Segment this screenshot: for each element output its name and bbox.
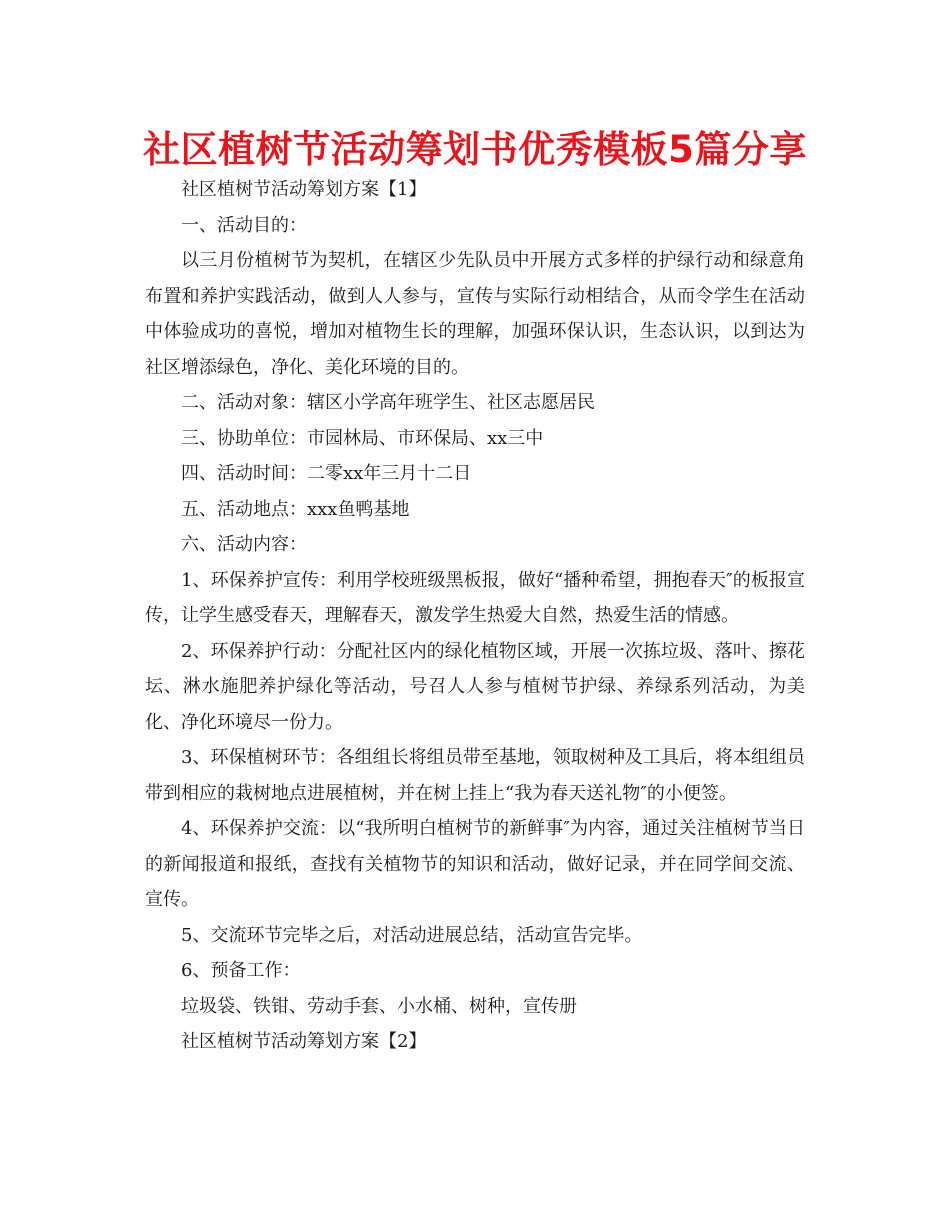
content-item-2: 2、环保养护行动：分配社区内的绿化植物区域，开展一次拣垃圾、落叶、擦花坛、淋水施肥养护绿化等活动，号召人人参与植树节护绿、养绿系列活动，为美化、净化环境尽一份力。 <box>145 640 805 733</box>
heading-preparation: 6、预备工作： <box>181 960 301 981</box>
item-location: 五、活动地点：xxx鱼鸭基地 <box>181 498 410 520</box>
document-body <box>145 172 805 1060</box>
paragraph-purpose: 以三月份植树节为契机，在辖区少先队员中开展方式多样的护绿行动和绿意角布置和养护实践活动，做到人人参与，宣传与实际行动相结合，从而令学生在活动中体验成功的喜悦，增加对植物生长的理解，加强环保认识，生态认识，以到达为社区增添绿色，净化、美化环境的目的。 <box>145 250 805 378</box>
content-item-4: 4、环保养护交流：以“我所明白植树节的新鲜事″为内容，通过关注植树节当日的新闻报道和报纸，查找有关植物节的知识和活动，做好记录，并在同学间交流、宣传。 <box>145 818 805 910</box>
content-item-3: 3、环保植树环节：各组组长将组员带至基地，领取树种及工具后，将本组组员带到相应的栽树地点进展植树，并在树上挂上“我为春天送礼物″的小便签。 <box>145 747 805 804</box>
section-heading-plan-2: 社区植树节活动筹划方案【2】 <box>181 1031 427 1052</box>
heading-purpose: 一、活动目的： <box>181 214 307 236</box>
item-target: 二、活动对象：辖区小学高年班学生、社区志愿居民 <box>181 392 595 413</box>
item-time: 四、活动时间：二零xx年三月十二日 <box>181 463 472 484</box>
content-item-5: 5、交流环节完毕之后，对活动进展总结，活动宣告完毕。 <box>181 924 643 946</box>
section-heading-plan-1: 社区植树节活动筹划方案【1】 <box>181 179 427 200</box>
item-partners: 三、协助单位：市园林局、市环保局、xx三中 <box>181 427 544 449</box>
content-item-1: 1、环保养护宣传：利用学校班级黑板报，做好“播种希望，拥抱春天″的板报宣传，让学生感受春天，理解春天，激发学生热爱大自然，热爱生活的情感。 <box>145 569 805 626</box>
preparation-items: 垃圾袋、铁钳、劳动手套、小水桶、树种，宣传册 <box>181 995 577 1017</box>
heading-content: 六、活动内容： <box>181 534 307 555</box>
document-title: 社区植树节活动筹划书优秀模板5篇分享 <box>143 128 807 171</box>
